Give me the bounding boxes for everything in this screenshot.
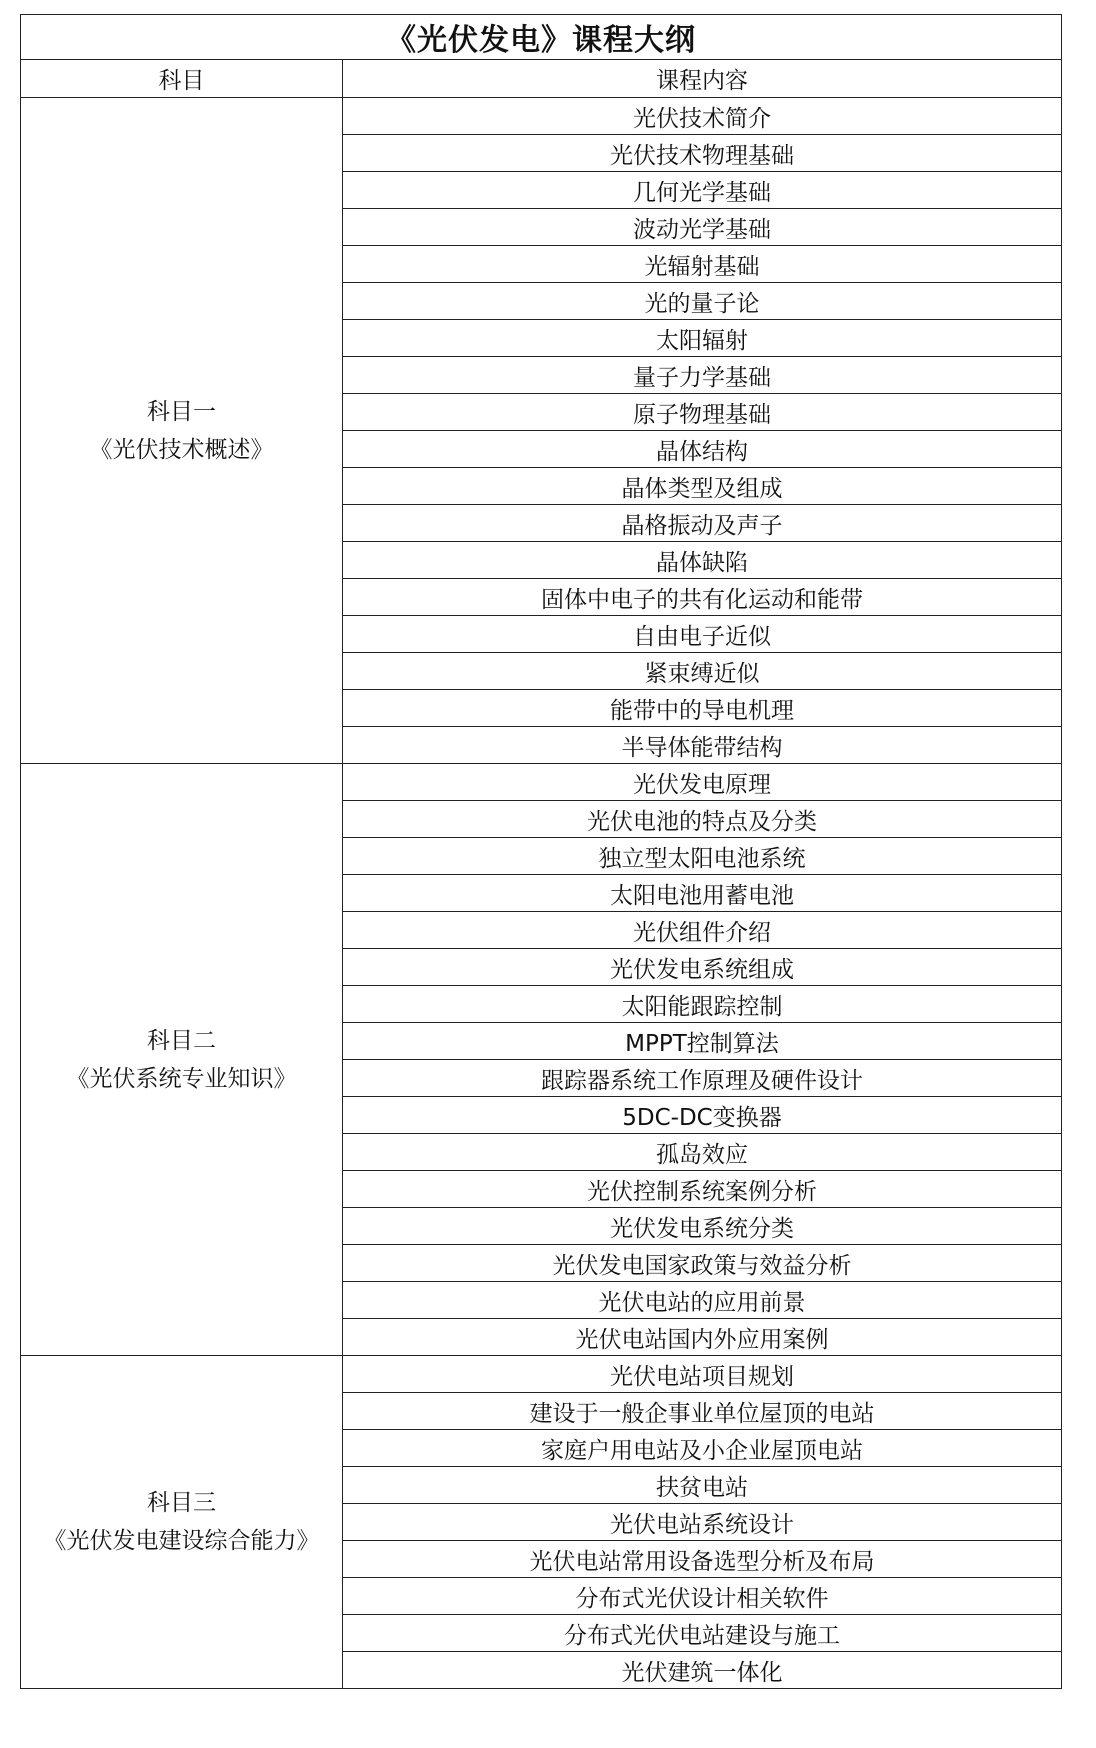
- topic-cell: MPPT控制算法: [343, 1023, 1062, 1060]
- topic-cell: 晶体缺陷: [343, 542, 1062, 579]
- topic-cell: 晶格振动及声子: [343, 505, 1062, 542]
- topic-cell: 量子力学基础: [343, 357, 1062, 394]
- topic-cell: 家庭户用电站及小企业屋顶电站: [343, 1430, 1062, 1467]
- topic-cell: 光辐射基础: [343, 246, 1062, 283]
- subject-label: 科目三: [147, 1490, 216, 1516]
- topic-cell: 光伏发电系统组成: [343, 949, 1062, 986]
- topic-cell: 5DC-DC变换器: [343, 1097, 1062, 1134]
- topic-cell: 原子物理基础: [343, 394, 1062, 431]
- topic-cell: 太阳辐射: [343, 320, 1062, 357]
- topic-cell: 扶贫电站: [343, 1467, 1062, 1504]
- topic-cell: 光伏电池的特点及分类: [343, 801, 1062, 838]
- subject-name: 《光伏技术概述》: [89, 436, 274, 463]
- topic-cell: 光伏电站国内外应用案例: [343, 1319, 1062, 1356]
- topic-cell: 晶体类型及组成: [343, 468, 1062, 505]
- topic-cell: 光伏电站系统设计: [343, 1504, 1062, 1541]
- topic-cell: 光伏组件介绍: [343, 912, 1062, 949]
- topic-cell: 光伏发电系统分类: [343, 1208, 1062, 1245]
- topic-cell: 分布式光伏电站建设与施工: [343, 1615, 1062, 1652]
- table-body: [21, 98, 1062, 1689]
- table-row: [21, 98, 1062, 135]
- course-outline-table: [20, 14, 1062, 1689]
- topic-cell: 光伏电站项目规划: [343, 1356, 1062, 1393]
- subject-name: 《光伏发电建设综合能力》: [43, 1528, 320, 1554]
- topic-cell: 光伏电站的应用前景: [343, 1282, 1062, 1319]
- subject-column-header: 科目: [21, 60, 343, 98]
- table-title: 《光伏发电》课程大纲: [21, 15, 1062, 60]
- topic-cell: 光伏发电原理: [343, 764, 1062, 801]
- topic-cell: 分布式光伏设计相关软件: [343, 1578, 1062, 1615]
- topic-cell: 光伏发电国家政策与效益分析: [343, 1245, 1062, 1282]
- content-column-header: 课程内容: [343, 60, 1062, 98]
- topic-cell: 光伏技术物理基础: [343, 135, 1062, 172]
- subject-label: 科目二: [147, 1027, 216, 1054]
- topic-cell: 独立型太阳电池系统: [343, 838, 1062, 875]
- topic-cell: 紧束缚近似: [343, 653, 1062, 690]
- subject-cell: [21, 98, 343, 764]
- topic-cell: 太阳能跟踪控制: [343, 986, 1062, 1023]
- topic-cell: 光伏控制系统案例分析: [343, 1171, 1062, 1208]
- topic-cell: 几何光学基础: [343, 172, 1062, 209]
- topic-cell: 孤岛效应: [343, 1134, 1062, 1171]
- topic-cell: 自由电子近似: [343, 616, 1062, 653]
- table-row: [21, 764, 1062, 801]
- topic-cell: 半导体能带结构: [343, 727, 1062, 764]
- subject-cell: [21, 1356, 343, 1689]
- subject-name: 《光伏系统专业知识》: [66, 1065, 297, 1092]
- subject-label: 科目一: [147, 398, 216, 425]
- topic-cell: 光伏建筑一体化: [343, 1652, 1062, 1689]
- topic-cell: 能带中的导电机理: [343, 690, 1062, 727]
- topic-cell: 光伏技术简介: [343, 98, 1062, 135]
- topic-cell: 光的量子论: [343, 283, 1062, 320]
- topic-cell: 光伏电站常用设备选型分析及布局: [343, 1541, 1062, 1578]
- subject-cell: [21, 764, 343, 1356]
- topic-cell: 建设于一般企事业单位屋顶的电站: [343, 1393, 1062, 1430]
- table-row: [21, 1356, 1062, 1393]
- topic-cell: 太阳电池用蓄电池: [343, 875, 1062, 912]
- topic-cell: 波动光学基础: [343, 209, 1062, 246]
- topic-cell: 晶体结构: [343, 431, 1062, 468]
- topic-cell: 固体中电子的共有化运动和能带: [343, 579, 1062, 616]
- topic-cell: 跟踪器系统工作原理及硬件设计: [343, 1060, 1062, 1097]
